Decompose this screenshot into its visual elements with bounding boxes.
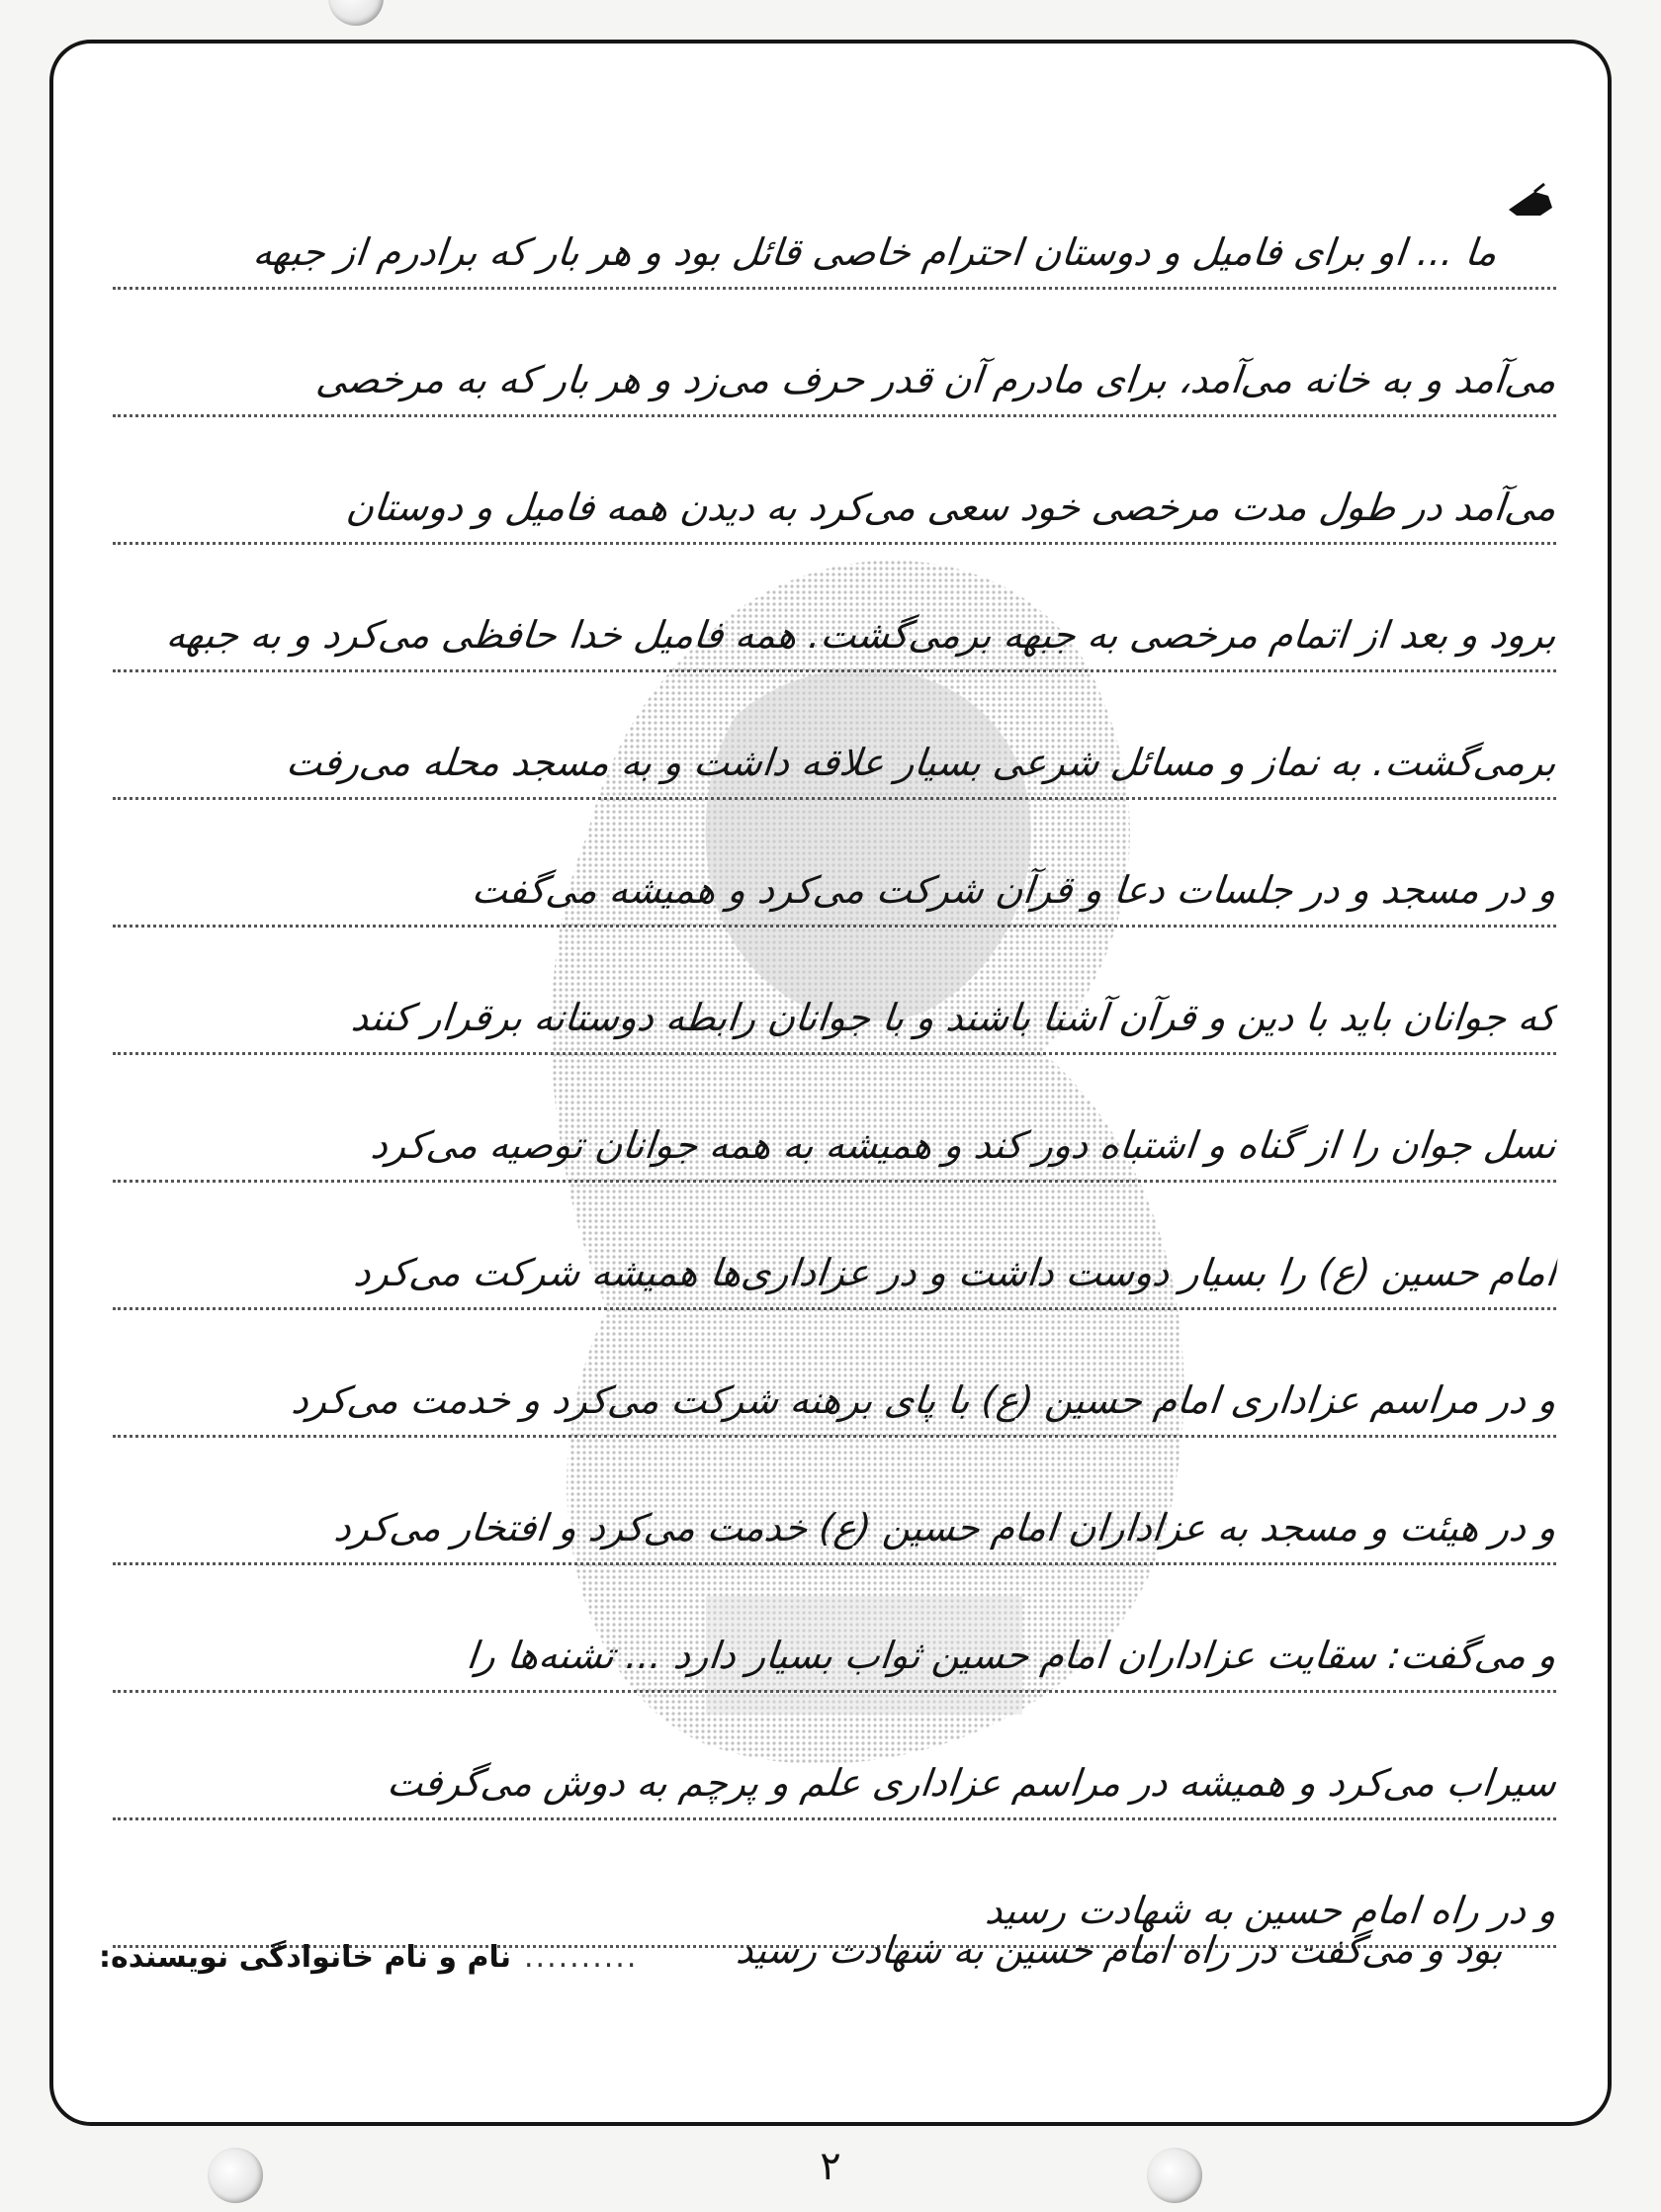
text-line — [113, 162, 1556, 290]
line-text-4: برود و بعد از اتمام مرخصی به جبهه برمی‌گشت. همه فامیل خدا حافظی می‌کرد و به جبهه — [164, 613, 1559, 657]
page-number: ٢ — [820, 2144, 841, 2189]
line-text-9: امام حسین (ع) را بسیار دوست داشت و در عزاداری‌ها همیشه شرکت می‌کرد — [351, 1251, 1559, 1294]
page-frame — [49, 40, 1612, 2126]
line-text-7: که جوانان باید با دین و قرآن آشنا باشند و با جوانان رابطه دوستانه برقرار کنند — [349, 996, 1559, 1039]
text-line — [113, 1565, 1559, 1693]
line-text-8: نسل جوان را از گناه و اشتباه دور کند و همیشه به همه جوانان توصیه می‌کرد — [369, 1123, 1559, 1167]
text-line — [113, 1438, 1559, 1565]
line-text-11: و در هیئت و مسجد به عزاداران امام حسین (ع) خدمت می‌کرد و افتخار می‌کرد — [331, 1506, 1559, 1549]
handwritten-lines — [113, 162, 1559, 1948]
author-dots: .......... — [524, 1940, 639, 1975]
author-row — [59, 1918, 1506, 1997]
pen-hand-icon — [1505, 182, 1556, 221]
text-line — [113, 1055, 1559, 1183]
text-line — [113, 1183, 1559, 1310]
text-line — [113, 545, 1559, 672]
punch-hole-top — [328, 0, 384, 26]
line-text-2: می‌آمد و به خانه می‌آمد، برای مادرم آن قدر حرف می‌زد و هر بار که به مرخصی — [313, 358, 1559, 401]
line-text-12: و می‌گفت: سقایت عزاداران امام حسین ثواب بسیار دارد ... تشنه‌ها را — [464, 1634, 1559, 1677]
text-line — [113, 1310, 1559, 1438]
line-text-3: می‌آمد در طول مدت مرخصی خود سعی می‌کرد به دیدن همه فامیل و دوستان — [344, 486, 1559, 529]
text-line — [113, 800, 1559, 928]
author-name-label: نام و نام خانوادگی نویسنده: — [99, 1940, 512, 1975]
author-handwritten-line: بود و می‌گفت در راه امام حسین به شهادت رسید — [734, 1928, 1506, 1972]
line-text-13: سیراب می‌کرد و همیشه در مراسم عزاداری علم و پرچم به دوش می‌گرفت — [385, 1761, 1559, 1805]
line-text-14: و در راه امام حسین به شهادت رسید — [983, 1889, 1559, 1932]
text-line — [113, 672, 1559, 800]
text-line — [113, 417, 1559, 545]
text-line — [113, 1693, 1559, 1820]
line-text-5: برمی‌گشت. به نماز و مسائل شرعی بسیار علاقه داشت و به مسجد محله می‌رفت — [284, 741, 1559, 784]
line-text-1: ما ... او برای فامیل و دوستان احترام خاصی قائل بود و هر بار که برادرم از جبهه — [250, 230, 1500, 274]
line-text-10: و در مراسم عزاداری امام حسین (ع) با پای برهنه شرکت می‌کرد و خدمت می‌کرد — [289, 1378, 1559, 1422]
text-line — [113, 928, 1559, 1055]
line-text-6: و در مسجد و در جلسات دعا و قرآن شرکت می‌کرد و همیشه می‌گفت — [470, 868, 1559, 912]
text-line — [113, 290, 1559, 417]
